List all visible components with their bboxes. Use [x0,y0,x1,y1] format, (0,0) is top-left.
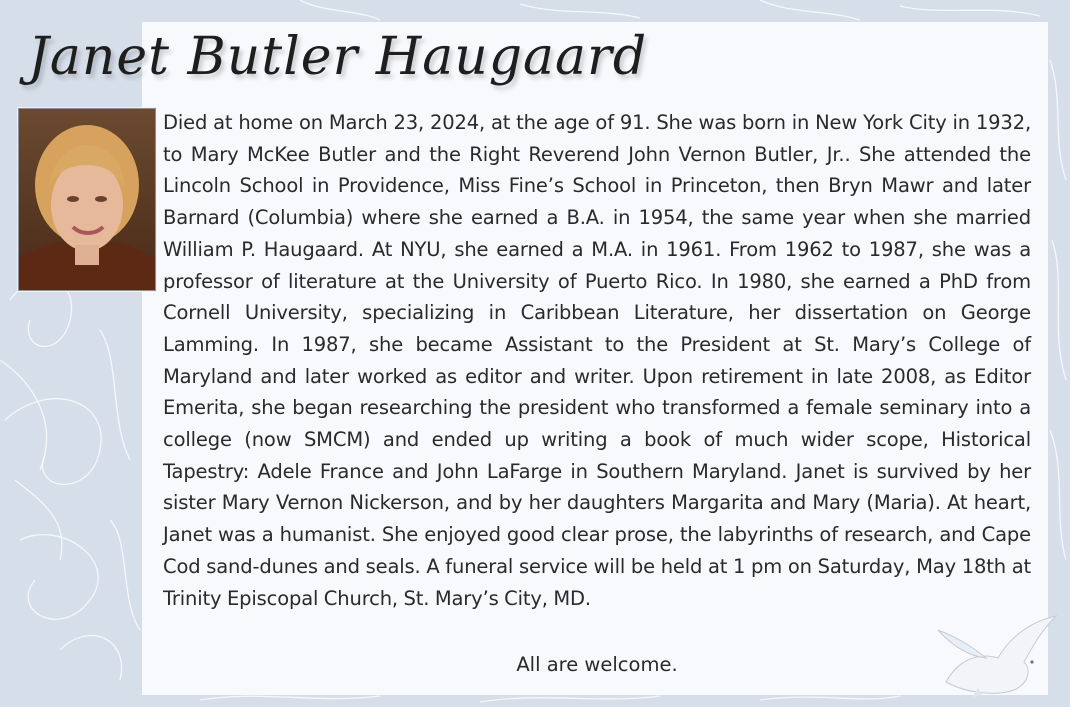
closing-line: All are welcome. [516,653,678,676]
portrait-photo [18,108,156,291]
obituary-text: Died at home on March 23, 2024, at the age of 91. She was born in New York City in 1932, to Mary McKee Butler and the Right Reverend John Vernon Butler, Jr.. She attended the Lincoln School in Providence, Miss Fine’s School in Princeton, then Bryn Mawr and later Barnard (Columbia) where she earned a B.A. in 1954, the same year when she married William P. Haugaard. At NYU, she earned a M.A. in 1961. From 1962 to 1987, she was a professor of literature at the University of Puerto Rico. In 1980, she earned a PhD from Cornell University, specializing in Caribbean Literature, her dissertation on George Lamming. In 1987, she became Assistant to the President at St. Mary’s College of Maryland and later worked as editor and writer. Upon retirement in late 2008, as Editor Emerita, she began researching the president who transformed a female seminary into a college (now SMCM) and ended up writing a book of much wider scope, Historical Tapestry: Adele France and John LaFarge in Southern Maryland. Janet is survived by her sister Mary Vernon Nickerson, and by her daughters Margarita and Mary (Maria). At heart, Janet was a humanist. She enjoyed good clear prose, the labyrinths of research, and Cape Cod sand-dunes and seals. A funeral service will be held at 1 pm on Saturday, May 18th at Trinity Episcopal Church, St. Mary’s City, MD. [163,111,1031,610]
deceased-name: Janet Butler Haugaard [28,27,648,87]
dove-icon [928,600,1063,700]
